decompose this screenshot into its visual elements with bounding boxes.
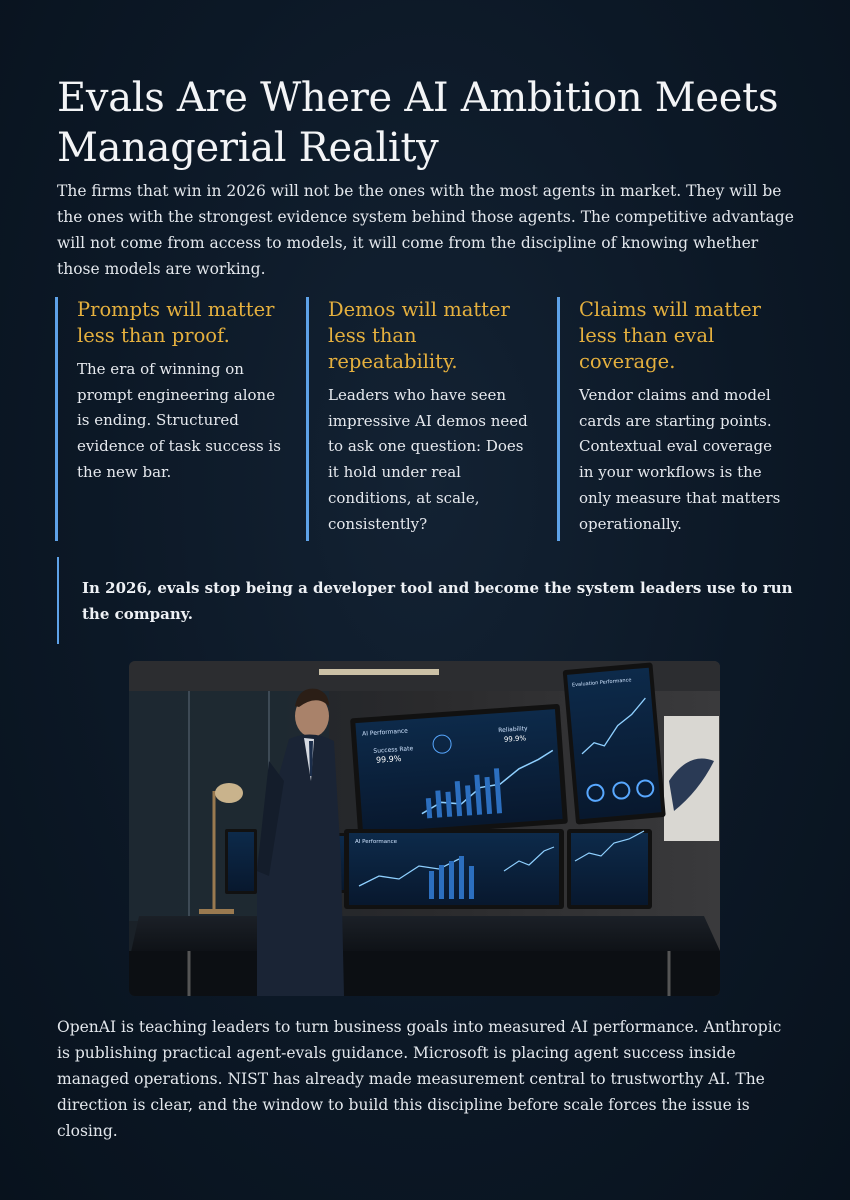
key-point-eval-coverage [557, 297, 785, 541]
intro-paragraph: The firms that win in 2026 will not be the ones with the most agents in market. They will be the ones with the strongest evidence system behind those agents. The competitive advantage will not come from access to models, it will come from the discipline of knowing whether those models are working. [57, 182, 794, 278]
key-point-proof [55, 297, 283, 541]
key-point-body: Vendor claims and model cards are starting points. Contextual eval coverage in your workflows is the only measure that matters operationally. [579, 386, 781, 533]
side-monitor [563, 662, 666, 824]
closing-paragraph: OpenAI is teaching leaders to turn business goals into measured AI performance. Anthropic is publishing practical agent-evals guidance. Microsoft is placing agent success inside managed operations. NIST has already made measurement central to trustworthy AI. The direction is clear, and the window to build this discipline before scale forces the issue is closing. [57, 1018, 782, 1140]
key-point-heading: Prompts will matter less than proof. [77, 298, 275, 347]
key-point-body: Leaders who have seen impressive AI demos need to ask one question: Does it hold under real conditions, at scale, consistently? [328, 386, 528, 533]
key-point-body: The era of winning on prompt engineering alone is ending. Structured evidence of task success is the new bar. [77, 360, 281, 481]
svg-text:99.9%: 99.9% [375, 753, 402, 765]
photo-illustration [129, 661, 720, 996]
lower-monitor-right [567, 829, 652, 909]
svg-text:Success Rate: Success Rate [373, 745, 414, 755]
pull-quote [57, 557, 797, 644]
pull-quote-text: In 2026, evals stop being a developer tool and become the system leaders use to run the company. [82, 579, 793, 623]
svg-text:AI Performance: AI Performance [355, 839, 397, 845]
page-title: Evals Are Where AI Ambition Meets Managerial Reality [57, 74, 779, 171]
key-points [55, 297, 795, 541]
key-point-heading: Claims will matter less than eval coverage. [579, 298, 761, 373]
key-point-heading: Demos will matter less than repeatability. [328, 298, 510, 373]
svg-text:Reliability: Reliability [498, 725, 528, 735]
svg-text:99.9%: 99.9% [503, 734, 527, 744]
executive-dashboard-photo [129, 661, 720, 996]
main-monitor [350, 704, 568, 838]
svg-text:Evaluation Performance: Evaluation Performance [571, 677, 632, 689]
lower-monitor-center [344, 829, 564, 909]
svg-text:AI Performance: AI Performance [361, 727, 409, 738]
key-point-repeatability [306, 297, 534, 541]
